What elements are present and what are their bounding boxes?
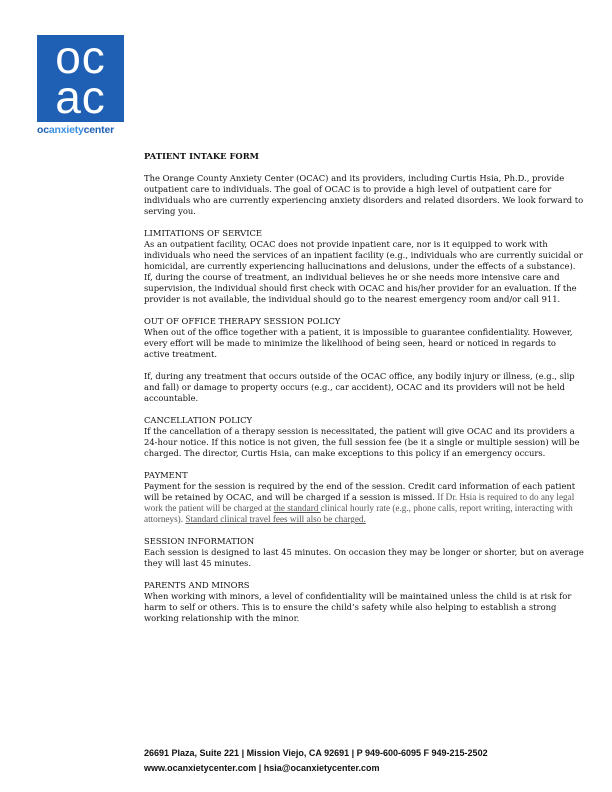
section-body: When out of the office together with a patient, it is impossible to guarantee confidentiality. However, every effort will be made to minimize the likelihood of being seen, heard or noticed in regards to active treatment. xyxy=(144,327,573,359)
section-out-of-office xyxy=(144,316,584,404)
payment-travel-fees-underlined: Standard clinical travel fees will also be charged. xyxy=(185,514,366,524)
intro-paragraph: The Orange County Anxiety Center (OCAC) and its providers, including Curtis Hsia, Ph.D., provide outpatient care to individuals. The goal of OCAC is to provide a high level of outpatient care for individuals who are currently experiencing anxiety disorders and related disorders. We look forward to serving you. xyxy=(144,173,584,216)
page-footer xyxy=(144,746,488,776)
ocac-logo xyxy=(37,31,124,123)
section-body-2: If, during any treatment that occurs outside of the OCAC office, any bodily injury or illness, (e.g., slip and fall) or damage to property occurs (e.g., car accident), OCAC and its providers will not be held accountable. xyxy=(144,371,575,403)
section-cancellation xyxy=(144,415,584,459)
wordmark-oc: oc xyxy=(37,124,49,136)
section-body: Each session is designed to last 45 minutes. On occasion they may be longer or shorter, but on average they will last 45 minutes. xyxy=(144,547,584,568)
section-heading: LIMITATIONS OF SERVICE xyxy=(144,228,263,238)
section-body: As an outpatient facility, OCAC does not provide inpatient care, nor is it equipped to work with individuals who need the services of an inpatient facility (e.g., individuals who are currently suicidal or homicidal, are currently experiencing hallucinations and delusions, under the effects of a substance). If, during the course of treatment, an individual believes he or she needs more intensive care and supervision, the individual should first check with OCAC and his/her provider for an evaluation. If the provider is not available, the individual should go to the nearest emergency room and/or call 911. xyxy=(144,239,583,304)
payment-hourly-text: clinical hourly rate (e.g., phone calls, report writing, interacting with attorneys). xyxy=(144,503,573,524)
logo-wordmark xyxy=(37,124,127,136)
section-session-info xyxy=(144,536,584,569)
document-title: PATIENT INTAKE FORM xyxy=(144,151,259,161)
section-limitations xyxy=(144,228,584,305)
footer-address: 26691 Plaza, Suite 221 | Mission Viejo, CA 92691 | P 949-600-6095 F 949-215-2502 xyxy=(144,748,488,758)
section-payment xyxy=(144,470,584,525)
payment-standard-underlined: the standard xyxy=(273,503,321,513)
logo-bottom-letters: ac xyxy=(55,71,106,123)
section-parents-minors xyxy=(144,580,584,624)
document-body xyxy=(144,151,584,635)
wordmark-center: center xyxy=(83,124,114,136)
section-heading: CANCELLATION POLICY xyxy=(144,415,253,425)
section-heading: OUT OF OFFICE THERAPY SESSION POLICY xyxy=(144,316,341,326)
wordmark-anxiety: anxiety xyxy=(48,124,84,136)
section-body: When working with minors, a level of confidentiality will be maintained unless the child is at risk for harm to self or others. This is to ensure the child’s safety while also helping to establish a strong working relationship with the minor. xyxy=(144,591,572,623)
section-heading: PARENTS AND MINORS xyxy=(144,580,250,590)
section-heading: SESSION INFORMATION xyxy=(144,536,255,546)
payment-legal-text: If Dr. Hsia is required to do any legal work the patient will be charged at xyxy=(144,492,575,513)
section-body: If the cancellation of a therapy session is necessitated, the patient will give OCAC and its providers a 24-hour notice. If this notice is not given, the full session fee (be it a single or multiple session) will be charged. The director, Curtis Hsia, can make exceptions to this policy if an emergency occurs. xyxy=(144,426,580,458)
payment-main-text: Payment for the session is required by the end of the session. Credit card information of each patient will be retained by OCAC, and will be charged if a session is missed. xyxy=(144,481,576,502)
logo-top-letters: oc xyxy=(55,31,106,83)
section-heading: PAYMENT xyxy=(144,470,188,480)
section-body xyxy=(144,481,584,525)
footer-web-contact: www.ocanxietycenter.com | hsia@ocanxietycenter.com xyxy=(144,763,380,773)
